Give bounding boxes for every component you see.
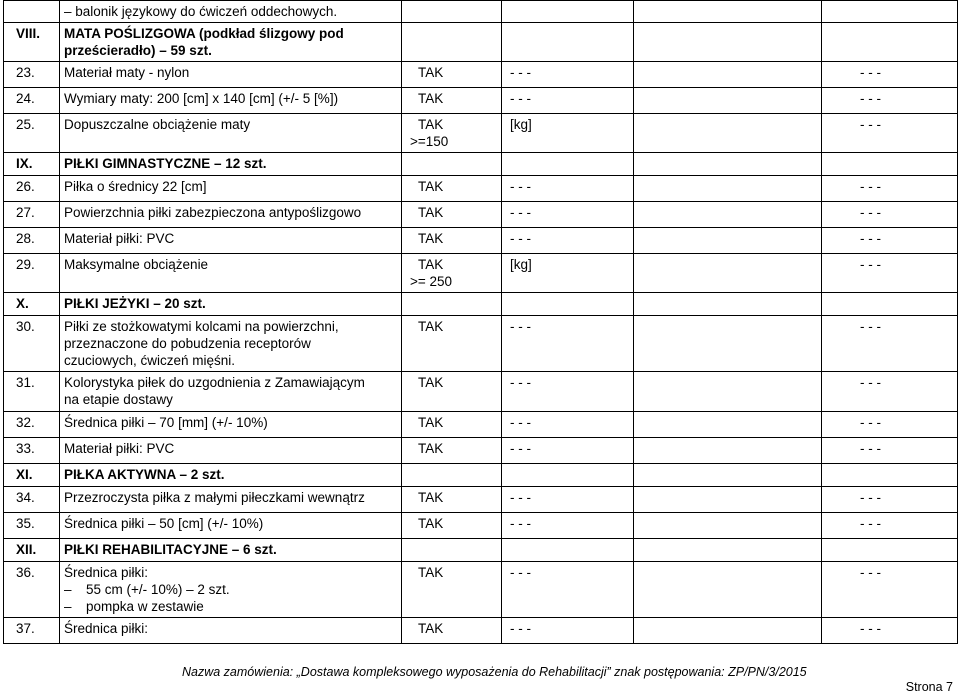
table-row (4, 228, 958, 254)
tak-cell (402, 618, 502, 644)
section-row (4, 464, 958, 487)
item-number: 26. (4, 176, 60, 202)
item-description: Materiał piłki: PVC (60, 438, 402, 464)
tak-cell (402, 487, 502, 513)
value-cell: - - - (822, 487, 958, 513)
item-number: 34. (4, 487, 60, 513)
item-description: Maksymalne obciążenie (60, 254, 402, 293)
value-cell (822, 1, 958, 23)
tak-cell (402, 202, 502, 228)
item-number: 24. (4, 88, 60, 114)
tak-cell (402, 438, 502, 464)
value-cell: - - - (822, 412, 958, 438)
item-description-line: czuciowych, ćwiczeń mięśni. (64, 353, 236, 368)
requirement-value: TAK (418, 91, 444, 106)
item-description-line: – pompka w zestawie (64, 598, 397, 615)
offered-cell (634, 487, 822, 513)
item-number: 25. (4, 114, 60, 153)
tak-cell (402, 412, 502, 438)
item-number: 32. (4, 412, 60, 438)
requirement-value: TAK (418, 179, 444, 194)
table-row (4, 618, 958, 644)
item-number: 36. (4, 562, 60, 618)
unit-cell: - - - (502, 487, 634, 513)
value-cell: - - - (822, 114, 958, 153)
unit-cell: - - - (502, 372, 634, 412)
offered-cell (634, 513, 822, 539)
unit-cell: - - - (502, 228, 634, 254)
table-row (4, 254, 958, 293)
requirement-value: TAK (418, 621, 444, 636)
item-description: Średnica piłki – 50 [cm] (+/- 10%) (60, 513, 402, 539)
offered-cell (634, 438, 822, 464)
offered-cell (634, 618, 822, 644)
tak-cell (402, 228, 502, 254)
item-description: Powierzchnia piłki zabezpieczona antypoślizgowo (60, 202, 402, 228)
section-number: X. (4, 293, 60, 316)
item-number: 23. (4, 62, 60, 88)
section-row (4, 539, 958, 562)
tak-cell (402, 23, 502, 62)
unit-cell: - - - (502, 176, 634, 202)
table-row (4, 88, 958, 114)
value-cell: - - - (822, 513, 958, 539)
requirement-value: TAK (418, 375, 444, 390)
specification-table (3, 0, 958, 644)
unit-cell (502, 1, 634, 23)
value-cell: - - - (822, 372, 958, 412)
item-description: Materiał maty - nylon (60, 62, 402, 88)
offered-cell (634, 1, 822, 23)
extra-cell (822, 23, 958, 62)
offered-cell (634, 254, 822, 293)
value-cell: - - - (822, 228, 958, 254)
item-number: 33. (4, 438, 60, 464)
value-cell (634, 153, 822, 176)
offered-cell (634, 88, 822, 114)
unit-cell: - - - (502, 316, 634, 372)
unit-cell: - - - (502, 88, 634, 114)
requirement-value: TAK (418, 565, 444, 580)
tak-cell (402, 254, 502, 293)
offered-cell (634, 412, 822, 438)
tak-cell (402, 62, 502, 88)
tak-cell (402, 464, 502, 487)
section-row (4, 153, 958, 176)
requirement-value: TAK (418, 117, 444, 132)
tak-cell (402, 562, 502, 618)
section-row (4, 293, 958, 316)
unit-cell: - - - (502, 438, 634, 464)
table-row (4, 114, 958, 153)
offered-cell (634, 316, 822, 372)
table-row (4, 513, 958, 539)
unit-cell: - - - (502, 62, 634, 88)
section-title: PIŁKI REHABILITACYJNE – 6 szt. (60, 539, 402, 562)
value-cell: - - - (822, 316, 958, 372)
item-description-head: Średnica piłki: (64, 565, 149, 580)
section-title: MATA POŚLIZGOWA (podkład ślizgowy pod prześcieradło) – 59 szt. (60, 23, 402, 62)
item-number: 31. (4, 372, 60, 412)
value-cell: - - - (822, 562, 958, 618)
extra-cell (822, 539, 958, 562)
item-description (60, 316, 402, 372)
value-cell: - - - (822, 618, 958, 644)
item-number: 37. (4, 618, 60, 644)
requirement-value: TAK (418, 205, 444, 220)
requirement-value: TAK (418, 516, 444, 531)
item-description: Wymiary maty: 200 [cm] x 140 [cm] (+/- 5 [%]) (60, 88, 402, 114)
tak-cell (402, 1, 502, 23)
table-row (4, 202, 958, 228)
tak-cell (402, 539, 502, 562)
section-title: PIŁKA AKTYWNA – 2 szt. (60, 464, 402, 487)
item-description: Piłka o średnicy 22 [cm] (60, 176, 402, 202)
tak-cell (402, 114, 502, 153)
section-row (4, 23, 958, 62)
offered-cell (634, 114, 822, 153)
value-cell (634, 23, 822, 62)
section-number: XII. (4, 539, 60, 562)
table-row (4, 176, 958, 202)
tak-cell (402, 176, 502, 202)
section-title: PIŁKI GIMNASTYCZNE – 12 szt. (60, 153, 402, 176)
item-description: Dopuszczalne obciążenie maty (60, 114, 402, 153)
value-cell: - - - (822, 438, 958, 464)
item-description: – balonik językowy do ćwiczeń oddechowych. (60, 1, 402, 23)
requirement-threshold: >=150 (410, 134, 449, 149)
item-number (4, 1, 60, 23)
offered-cell (634, 202, 822, 228)
item-number: 30. (4, 316, 60, 372)
footer-order-name: Nazwa zamówienia: „Dostawa kompleksowego wyposażenia do Rehabilitacji” znak postępowania: ZP/PN/3/2015 (182, 665, 807, 679)
table-row (4, 62, 958, 88)
table-row (4, 438, 958, 464)
unit-cell: - - - (502, 618, 634, 644)
item-description-line: Kolorystyka piłek do uzgodnienia z Zamawiającym (64, 375, 365, 390)
item-description: Średnica piłki – 70 [mm] (+/- 10%) (60, 412, 402, 438)
requirement-value: TAK (418, 490, 444, 505)
offered-cell (634, 372, 822, 412)
table-row (4, 316, 958, 372)
unit-cell: [kg] (502, 114, 634, 153)
offered-cell (634, 62, 822, 88)
item-number: 27. (4, 202, 60, 228)
offered-cell (634, 562, 822, 618)
offered-cell (634, 228, 822, 254)
extra-cell (822, 293, 958, 316)
requirement-value: TAK (418, 319, 444, 334)
extra-cell (822, 153, 958, 176)
unit-cell: - - - (502, 513, 634, 539)
value-cell: - - - (822, 202, 958, 228)
offered-cell (634, 176, 822, 202)
table-row (4, 487, 958, 513)
item-description (60, 372, 402, 412)
item-description-line: przeznaczone do pobudzenia receptorów (64, 336, 311, 351)
tak-cell (402, 316, 502, 372)
requirement-value: TAK (418, 415, 444, 430)
tak-cell (402, 88, 502, 114)
item-number: 35. (4, 513, 60, 539)
tak-cell (402, 153, 502, 176)
table-row (4, 412, 958, 438)
extra-cell (822, 464, 958, 487)
unit-cell (502, 23, 634, 62)
unit-cell: - - - (502, 202, 634, 228)
unit-cell: - - - (502, 562, 634, 618)
tak-cell (402, 293, 502, 316)
requirement-value: TAK (418, 257, 444, 272)
unit-cell (502, 293, 634, 316)
value-cell (634, 464, 822, 487)
item-description-line: – 55 cm (+/- 10%) – 2 szt. (64, 581, 397, 598)
value-cell (634, 293, 822, 316)
item-description-line: na etapie dostawy (64, 392, 173, 407)
unit-cell (502, 539, 634, 562)
item-number: 28. (4, 228, 60, 254)
value-cell: - - - (822, 88, 958, 114)
requirement-value: TAK (418, 231, 444, 246)
item-description: Średnica piłki: (60, 618, 402, 644)
section-number: IX. (4, 153, 60, 176)
value-cell: - - - (822, 254, 958, 293)
section-number: XI. (4, 464, 60, 487)
value-cell (634, 539, 822, 562)
value-cell: - - - (822, 62, 958, 88)
table-row (4, 562, 958, 618)
unit-cell: - - - (502, 412, 634, 438)
requirement-value: TAK (418, 441, 444, 456)
item-number: 29. (4, 254, 60, 293)
item-description: Przezroczysta piłka z małymi piłeczkami wewnątrz (60, 487, 402, 513)
table-row (4, 372, 958, 412)
page-number: Strona 7 (905, 680, 953, 694)
unit-cell: [kg] (502, 254, 634, 293)
section-title: PIŁKI JEŻYKI – 20 szt. (60, 293, 402, 316)
tak-cell (402, 513, 502, 539)
requirement-value: TAK (418, 65, 444, 80)
value-cell: - - - (822, 176, 958, 202)
unit-cell (502, 153, 634, 176)
unit-cell (502, 464, 634, 487)
item-description-line: Piłki ze stożkowatymi kolcami na powierzchni, (64, 319, 339, 334)
section-number: VIII. (4, 23, 60, 62)
item-description: Materiał piłki: PVC (60, 228, 402, 254)
tak-cell (402, 372, 502, 412)
table-row (4, 1, 958, 23)
item-description (60, 562, 402, 618)
requirement-threshold: >= 250 (410, 274, 453, 289)
